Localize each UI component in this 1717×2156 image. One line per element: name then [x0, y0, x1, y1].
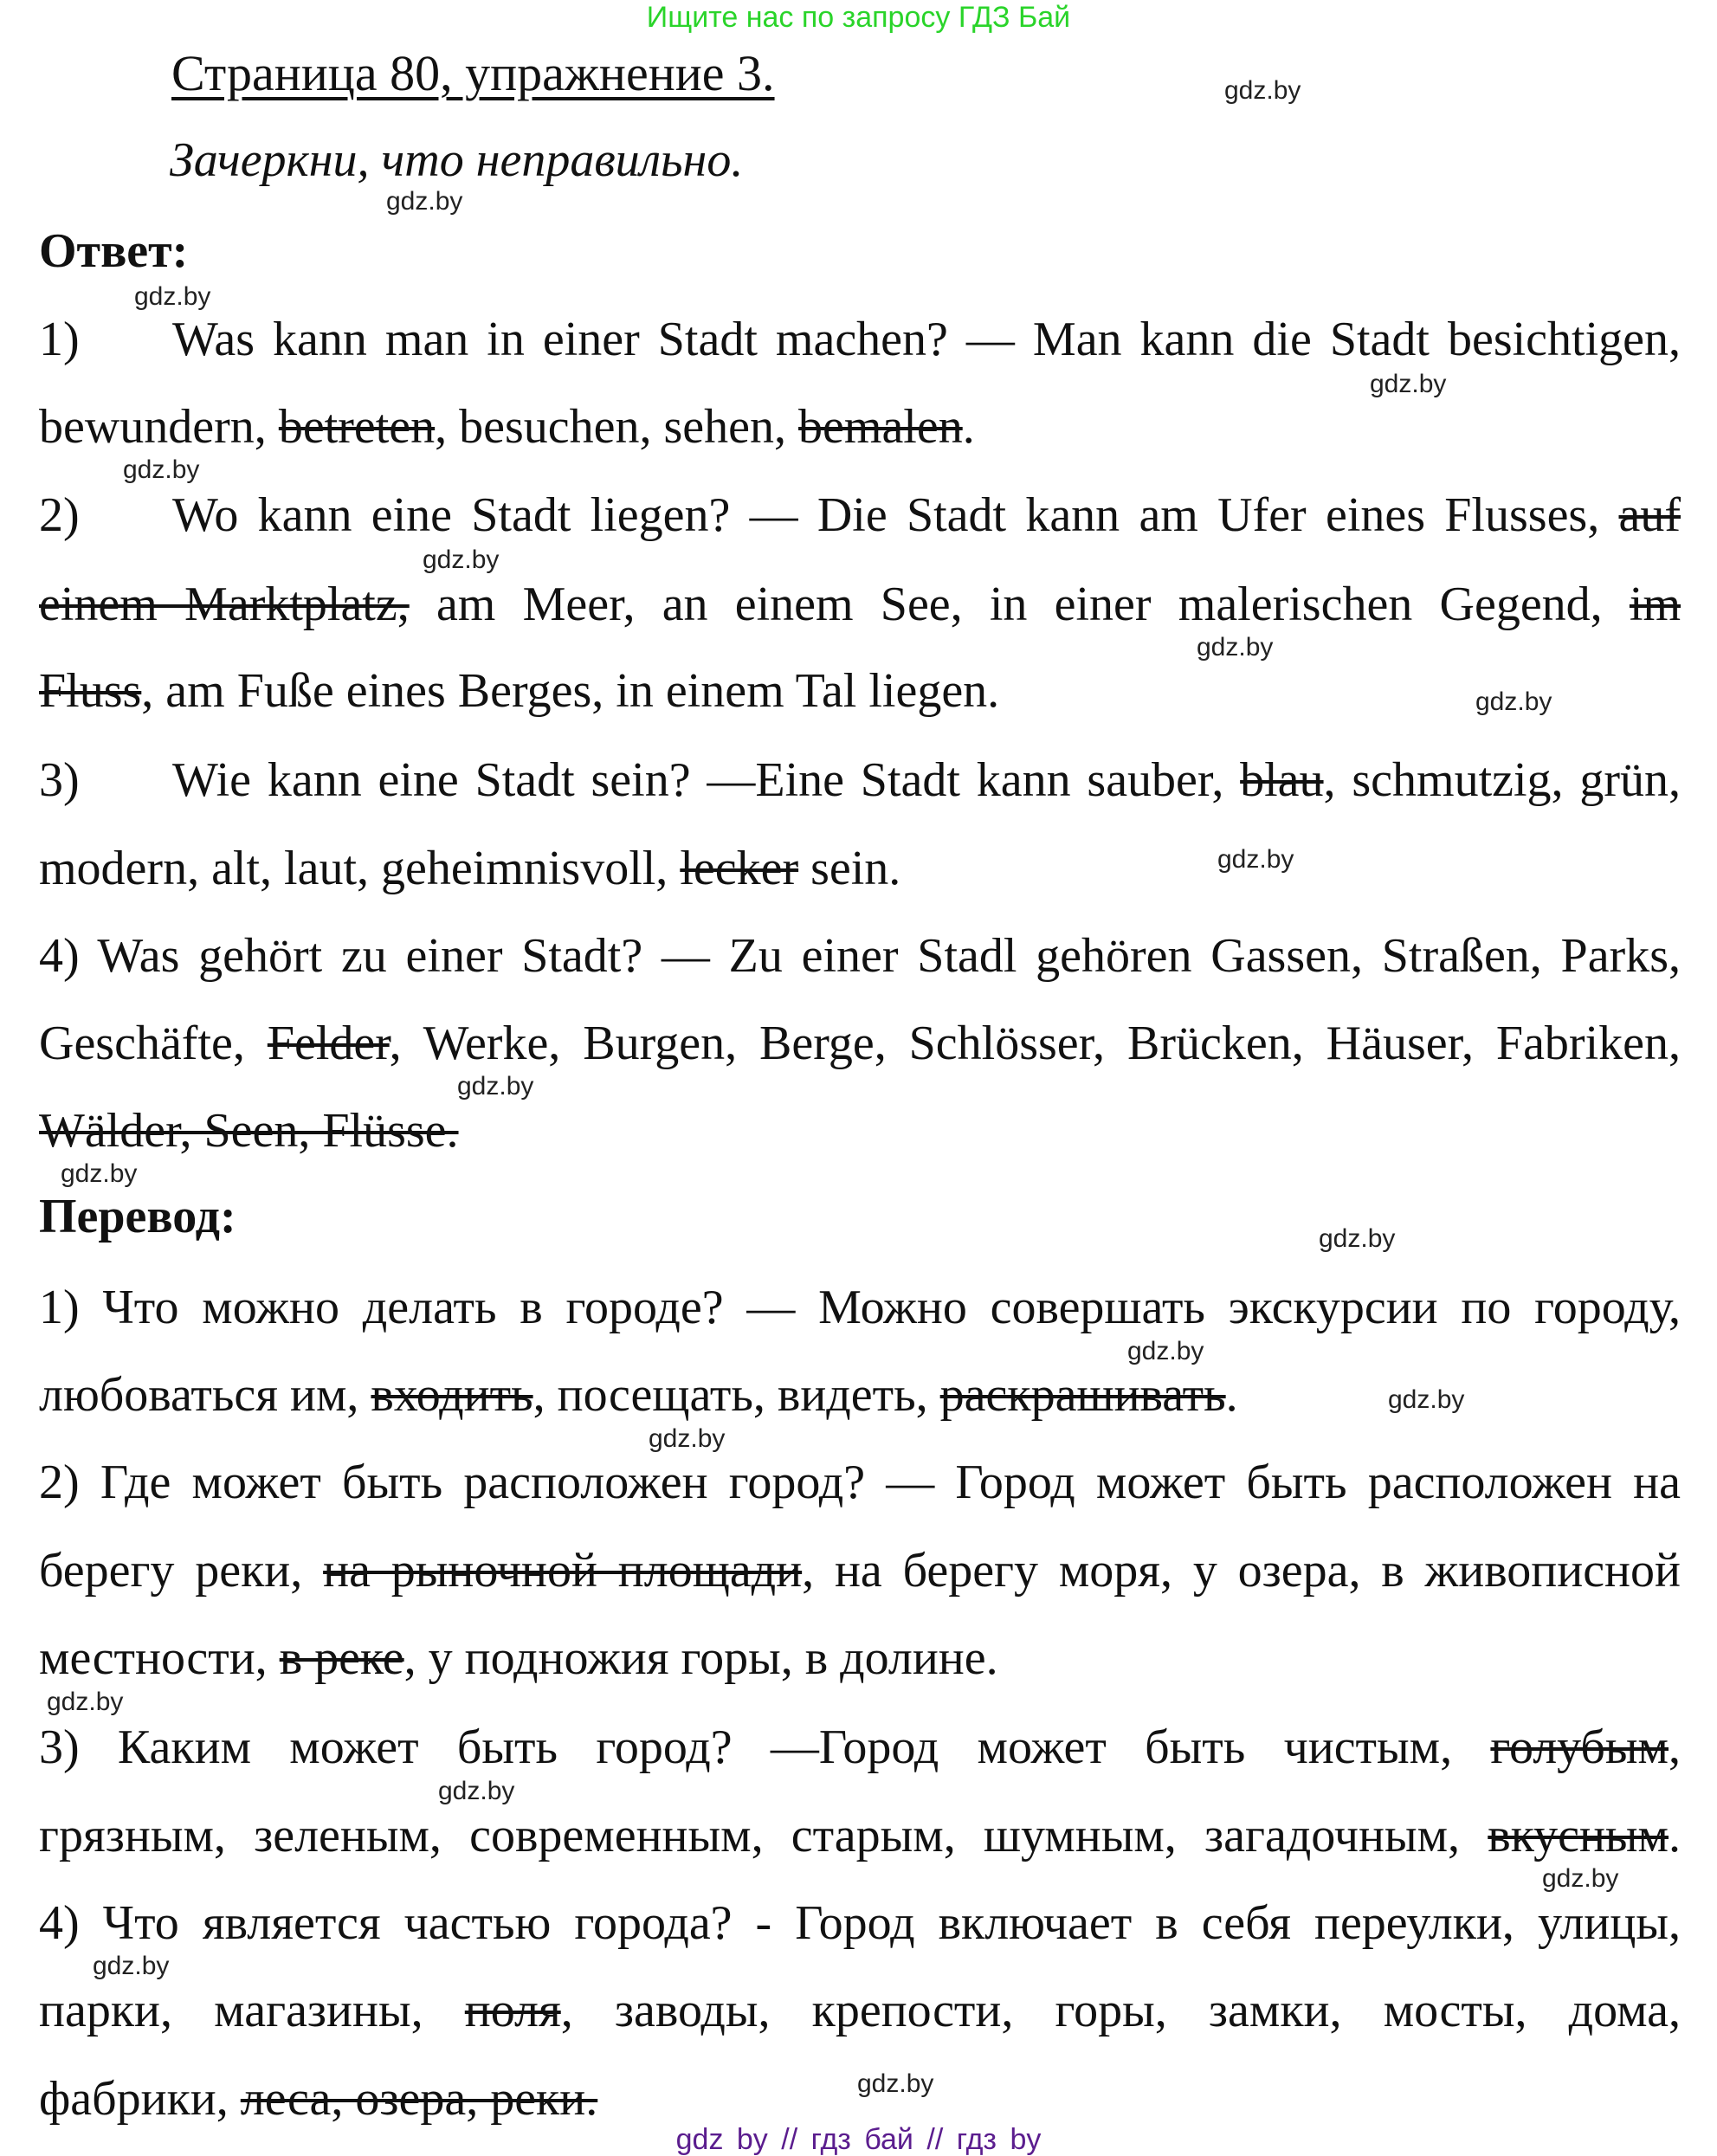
text-segment: местности, — [39, 1631, 280, 1685]
struck-word: Fluss — [39, 664, 142, 718]
struck-word: blau — [1240, 753, 1324, 807]
answer-line — [39, 312, 1681, 367]
struck-word: bemalen — [798, 400, 963, 454]
watermark: gdz.by — [1127, 1337, 1204, 1365]
answer-line — [39, 1016, 1681, 1071]
struck-word: betreten — [278, 400, 436, 454]
watermark: gdz.by — [1197, 633, 1274, 662]
text-segment: любоваться им, — [39, 1368, 371, 1422]
page-title: Страница 80, упражнение 3. — [171, 45, 775, 101]
text-segment: . — [962, 400, 975, 454]
translation-line — [39, 1895, 1681, 1951]
text-segment: 4) Was gehört zu einer Stadt? — Zu einer Stadl gehören Gassen, Straßen, Parks, — [39, 929, 1681, 983]
translation-line — [39, 1543, 1681, 1598]
text-segment: Wie kann eine Stadt sein? —Eine Stadt kann sauber, — [172, 753, 1241, 807]
struck-word: в реке — [279, 1631, 404, 1685]
struck-word: леса, озера, реки. — [240, 2072, 598, 2126]
item-number: 1) — [39, 313, 80, 366]
text-segment: , посещать, видеть, — [533, 1368, 940, 1422]
watermark: gdz.by — [1224, 76, 1301, 105]
answer-line — [39, 841, 900, 896]
text-segment: sein. — [798, 842, 901, 895]
answer-line — [39, 487, 1681, 543]
text-segment: . — [1225, 1368, 1238, 1422]
struck-word: im — [1629, 578, 1681, 631]
watermark: gdz.by — [123, 455, 200, 484]
text-segment: , заводы, крепости, горы, замки, мосты, дома, — [560, 1984, 1681, 2037]
text-segment: Geschäfte, — [39, 1017, 268, 1070]
text-segment: , у подножия горы, в долине. — [403, 1631, 998, 1685]
struck-word: Wälder, Seen, Flüsse. — [39, 1104, 459, 1158]
text-segment: , am Fuße eines Berges, in einem Tal liegen. — [141, 664, 1000, 718]
task-instruction: Зачеркни, что неправильно. — [170, 133, 744, 187]
answer-line — [39, 399, 975, 455]
translation-line — [39, 1367, 1238, 1423]
watermark: gdz.by — [134, 282, 211, 311]
struck-word: раскрашивать — [939, 1368, 1226, 1422]
translation-line — [39, 1630, 998, 1686]
translation-line — [39, 1455, 1681, 1510]
text-segment: 2) Где может быть расположен город? — Город может быть расположен на — [39, 1456, 1681, 1509]
footer-banner: gdz by // гдз бай // гдз by — [675, 2123, 1042, 2156]
text-segment: bewundern, — [39, 400, 279, 454]
text-segment: . — [1669, 1809, 1681, 1862]
search-banner: Ищите нас по запросу ГДЗ Бай — [646, 1, 1071, 34]
answer-line — [39, 928, 1681, 984]
struck-word: на рыночной площади — [323, 1544, 803, 1598]
text-segment: am Meer, an einem See, in einer malerischen Gegend, — [409, 578, 1630, 631]
watermark: gdz.by — [423, 545, 500, 574]
translation-line — [39, 1720, 1681, 1775]
watermark: gdz.by — [1370, 370, 1447, 398]
watermark: gdz.by — [1542, 1864, 1619, 1893]
item-number: 3) — [39, 753, 80, 807]
translation-line — [39, 1280, 1681, 1335]
struck-word: einem Marktplatz, — [39, 578, 410, 631]
answer-line — [39, 752, 1681, 808]
struck-word: Felder — [267, 1017, 390, 1070]
struck-word: lecker — [680, 842, 799, 895]
text-segment: 1) Что можно делать в городе? — Можно совершать экскурсии по городу, — [39, 1281, 1681, 1334]
struck-word: вкусным — [1488, 1809, 1669, 1862]
answer-heading: Ответ: — [39, 224, 189, 278]
watermark: gdz.by — [1319, 1224, 1396, 1253]
translation-heading: Перевод: — [39, 1190, 236, 1243]
watermark: gdz.by — [457, 1072, 534, 1101]
struck-word: поля — [464, 1984, 561, 2037]
watermark: gdz.by — [47, 1688, 124, 1716]
text-segment: , besuchen, sehen, — [435, 400, 799, 454]
translation-line — [39, 1983, 1681, 2038]
translation-line — [39, 1808, 1681, 1863]
watermark: gdz.by — [438, 1777, 515, 1805]
watermark: gdz.by — [1388, 1385, 1465, 1414]
item-number: 2) — [39, 488, 80, 542]
text-segment: 4) Что является частью города? - Город включает в себя переулки, улицы, — [39, 1896, 1681, 1950]
watermark: gdz.by — [61, 1159, 138, 1188]
text-segment: 3) Каким может быть город? —Город может быть чистым, — [39, 1720, 1491, 1774]
text-segment: берегу реки, — [39, 1544, 324, 1598]
text-segment: , schmutzig, grün, — [1323, 753, 1681, 807]
watermark: gdz.by — [857, 2069, 934, 2098]
text-segment: Was kann man in einer Stadt machen? — Man kann die Stadt besichtigen, — [172, 313, 1681, 366]
text-segment: Wo kann eine Stadt liegen? — Die Stadt kann am Ufer eines Flusses, — [172, 488, 1619, 542]
answer-line — [39, 1103, 459, 1159]
struck-word: голубым — [1490, 1720, 1669, 1774]
text-segment: modern, alt, laut, geheimnisvoll, — [39, 842, 681, 895]
text-segment: , — [1669, 1720, 1681, 1774]
watermark: gdz.by — [1475, 687, 1552, 716]
watermark: gdz.by — [386, 187, 463, 216]
struck-word: входить — [371, 1368, 533, 1422]
text-segment: фабрики, — [39, 2072, 241, 2126]
text-segment: парки, магазины, — [39, 1984, 465, 2037]
answer-line — [39, 663, 999, 719]
watermark: gdz.by — [93, 1952, 170, 1980]
text-segment: , на берегу моря, у озера, в живописной — [802, 1544, 1681, 1598]
text-segment: грязным, зеленым, современным, старым, шумным, загадочным, — [39, 1809, 1488, 1862]
watermark: gdz.by — [1217, 845, 1294, 874]
answer-line — [39, 577, 1681, 632]
translation-line — [39, 2071, 597, 2127]
struck-word: auf — [1618, 488, 1681, 542]
text-segment: , Werke, Burgen, Berge, Schlösser, Brücken, Häuser, Fabriken, — [389, 1017, 1681, 1070]
watermark: gdz.by — [649, 1424, 726, 1453]
